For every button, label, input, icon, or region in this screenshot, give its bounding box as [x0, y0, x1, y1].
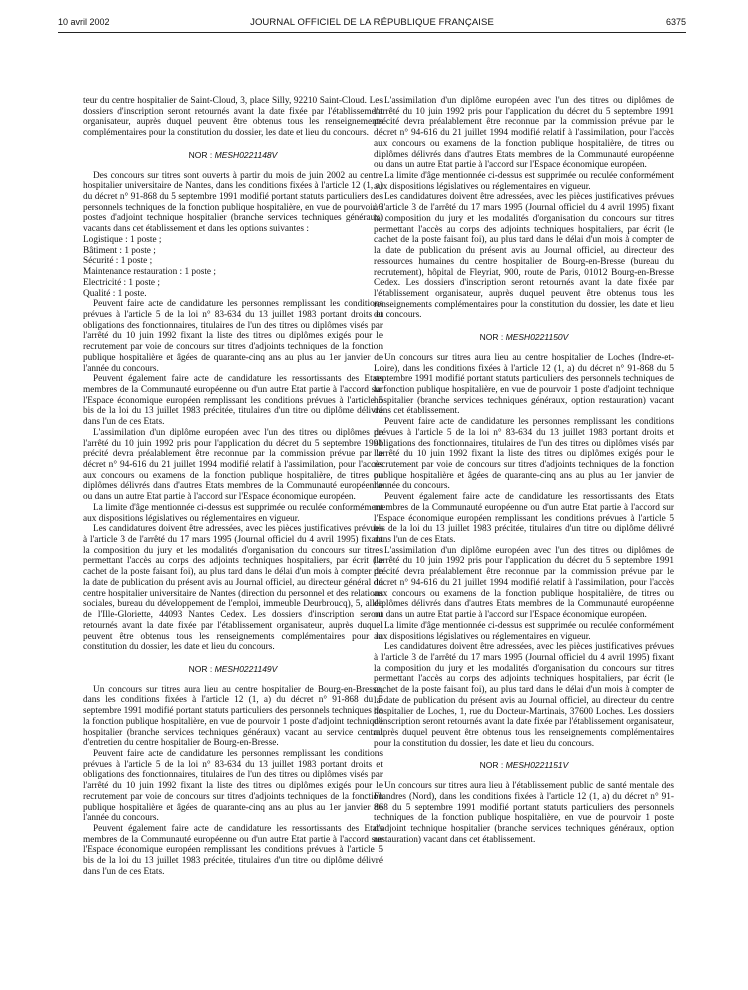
- body-paragraph: L'assimilation d'un diplôme européen avec l'un des titres ou diplômes de l'arrêté du 10 juin 1992 pris pour l'application du décret du 5 septembre 1991 précité devra préalablement être reconnue par la commission prévue par le décret n° 94-616 du 21 juillet 1994 modifié relatif à l'assimilation, pour l'accès aux concours ou examens de la fonction publique hospitalière, de titres ou diplômes délivrés dans d'autres Etats membres de la Communauté européenne ou dans un autre Etat partie à l'accord sur l'Espace économique européen.: [374, 545, 674, 621]
- nor-reference: [83, 150, 383, 161]
- body-paragraph: Les candidatures doivent être adressées, avec les pièces justificatives prévues à l'article 3 de l'arrêté du 17 mars 1995 (Journal officiel du 4 avril 1995) fixant la composition du jury et les modalités d'organisation du concours sur titres permettant l'accès au corps des adjoints techniques hospitaliers, par écrit (le cachet de la poste faisant foi), au plus tard dans le délai d'un mois à compter de la date de publication du présent avis au Journal officiel, au directeur des ressources humaines du centre hospitalier de Bourg-en-Bresse (bureau du recrutement), hôpital de Fleyriat, 900, route de Paris, 01012 Bourg-en-Bresse Cedex. Les dossiers d'inscription seront retournés avant la date fixée par l'établissement organisateur, auprès duquel peuvent être obtenus tous les renseignements complémentaires pour la constitution du dossier, les date et lieu du concours.: [374, 192, 674, 321]
- body-paragraph: Les candidatures doivent être adressées, avec les pièces justificatives prévues à l'article 3 de l'arrêté du 17 mars 1995 (Journal officiel du 4 avril 1995) fixant la composition du jury et les modalités d'organisation du concours sur titres permettant l'accès au corps des adjoints techniques hospitaliers, par écrit (le cachet de la poste faisant foi), au plus tard dans le délai d'un mois à compter de la date de publication du présent avis au Journal officiel, au directeur du centre hospitalier de Loches, 1, rue du Docteur-Martinais, 37600 Loches. Les dossiers d'inscription seront retournés avant la date fixée par l'établissement organisateur, auprès duquel peuvent être obtenus tous les renseignements complémentaires pour la constitution du dossier, les date et lieu du concours.: [374, 642, 674, 749]
- header-rule: [58, 32, 686, 33]
- option-list-item: Sécurité : 1 poste ;: [83, 256, 153, 267]
- body-paragraph: Peuvent faire acte de candidature les personnes remplissant les conditions prévues à l'article 5 de la loi n° 83-634 du 13 juillet 1983 portant droits et obligations des fonctionnaires, titulaires de l'un des titres ou diplômes visés par l'arrêté du 10 juin 1992 fixant la liste des titres ou diplômes exigés pour le recrutement par voie de concours sur titres d'adjoints techniques de la fonction publique hospitalière et âgées de quarante-cinq ans au plus au 1er janvier de l'année du concours.: [83, 299, 383, 374]
- issue-date: 10 avril 2002: [58, 17, 110, 27]
- body-paragraph: Peuvent également faire acte de candidature les ressortissants des Etats membres de la Communauté européenne ou d'un autre Etat partie à l'accord sur l'Espace économique européen remplissant les conditions prévues à l'article 5 bis de la loi du 13 juillet 1983 précitée, titulaires d'un titre ou diplôme délivré dans l'un de ces Etats.: [83, 824, 383, 877]
- nor-prefix: NOR :: [188, 149, 215, 160]
- body-paragraph: La limite d'âge mentionnée ci-dessus est supprimée ou reculée conformément aux dispositions législatives ou réglementaires en vigueur.: [374, 171, 674, 192]
- body-paragraph: L'assimilation d'un diplôme européen avec l'un des titres ou diplômes de l'arrêté du 10 juin 1992 pris pour l'application du décret du 5 septembre 1991 précité devra préalablement être reconnue par la commission prévue par le décret n° 94-616 du 21 juillet 1994 modifié relatif à l'assimilation, pour l'accès aux concours ou examens de la fonction publique hospitalière, de titres ou diplômes délivrés dans d'autres Etats membres de la Communauté européenne ou dans un autre Etat partie à l'accord sur l'Espace économique européen.: [83, 427, 383, 503]
- nor-prefix: NOR :: [188, 663, 215, 674]
- body-paragraph: Peuvent faire acte de candidature les personnes remplissant les conditions prévues à l'article 5 de la loi n° 83-634 du 13 juillet 1983 portant droits et obligations des fonctionnaires, titulaires de l'un des titres ou diplômes visés par l'arrêté du 10 juin 1992 fixant la liste des titres ou diplômes exigés pour le recrutement par voie de concours sur titres d'adjoints techniques de la fonction publique hospitalière et âgées de quarante-cinq ans au plus au 1er janvier de l'année du concours.: [374, 417, 674, 492]
- page-header: [58, 17, 686, 31]
- page-number: 6375: [665, 17, 686, 27]
- body-paragraph: Peuvent également faire acte de candidature les ressortissants des Etats membres de la Communauté européenne ou d'un autre Etat partie à l'accord sur l'Espace économique européen remplissant les conditions prévues à l'article 5 bis de la loi du 13 juillet 1983 précitée, titulaires d'un titre ou diplôme délivré dans l'un de ces Etats.: [374, 492, 674, 546]
- body-paragraph: Peuvent faire acte de candidature les personnes remplissant les conditions prévues à l'article 5 de la loi n° 83-634 du 13 juillet 1983 portant droits et obligations des fonctionnaires, titulaires de l'un des titres ou diplômes visés par l'arrêté du 10 juin 1992 fixant la liste des titres ou diplômes exigés pour le recrutement par voie de concours sur titres d'adjoints techniques de la fonction publique hospitalière et âgées de quarante-cinq ans au plus au 1er janvier de l'année du concours.: [83, 748, 383, 824]
- nor-code: MESH0221151V: [505, 760, 569, 771]
- option-list-item: Logistique : 1 poste ;: [83, 234, 162, 245]
- nor-reference: [374, 332, 674, 343]
- option-list-item: Qualité : 1 poste.: [83, 288, 147, 299]
- option-list-item: Maintenance restauration : 1 poste ;: [83, 267, 216, 278]
- nor-code: MESH0221148V: [214, 149, 278, 160]
- nor-code: MESH0221150V: [505, 332, 569, 343]
- option-list-item: Bâtiment : 1 poste ;: [83, 245, 156, 256]
- nor-prefix: NOR :: [479, 760, 506, 771]
- body-paragraph: Un concours sur titres aura lieu au centre hospitalier de Loches (Indre-et-Loire), dans les conditions fixées à l'article 12 (1, a) du décret n° 91-868 du 5 septembre 1991 modifié portant statuts particuliers des personnels techniques de la fonction publique hospitalière, en vue de pourvoir 1 poste d'adjoint technique hospitalier (branche services techniques généraux, option restauration) vacant dans cet établissement.: [374, 352, 674, 417]
- body-paragraph: Des concours sur titres sont ouverts à partir du mois de juin 2002 au centre hospitalier universitaire de Nantes, dans les conditions fixées à l'article 12 (1, a) du décret n° 91-868 du 5 septembre 1991 modifié portant statuts particuliers des personnels techniques de la fonction publique hospitalière, en vue de pourvoir 6 postes d'adjoint technique hospitalier (branche services techniques généraux) vacants dans cet établissement et dans les options suivantes :: [83, 170, 383, 235]
- body-paragraph: L'assimilation d'un diplôme européen avec l'un des titres ou diplômes de l'arrêté du 10 juin 1992 pris pour l'application du décret du 5 septembre 1991 précité devra préalablement être reconnue par la commission prévue par le décret n° 94-616 du 21 juillet 1994 modifié relatif à l'assimilation, pour l'accès aux concours ou examens de la fonction publique hospitalière, de titres ou diplômes délivrés dans d'autres Etats membres de la Communauté européenne ou dans un autre Etat partie à l'accord sur l'Espace économique européen.: [374, 96, 674, 171]
- nor-reference: [374, 760, 674, 771]
- body-paragraph: teur du centre hospitalier de Saint-Cloud, 3, place Silly, 92210 Saint-Cloud. Les dossiers d'inscription seront retournés avant la date fixée par l'établissement organisateur, auprès duquel peuvent être obtenus tous les renseignements complémentaires pour la constitution du dossier, les date et lieu du concours.: [83, 96, 383, 139]
- body-paragraph: La limite d'âge mentionnée ci-dessus est supprimée ou reculée conformément aux dispositions législatives ou réglementaires en vigueur.: [374, 620, 674, 642]
- nor-code: MESH0221149V: [214, 663, 278, 674]
- body-paragraph: Un concours sur titres aura lieu à l'établissement public de santé mentale des Flandres (Nord), dans les conditions fixées à l'article 12 (1, a) du décret n° 91-868 du 5 septembre 1991 modifié portant statuts particuliers des personnels techniques de la fonction publique hospitalière, en vue de pourvoir 1 poste d'adjoint technique hospitalier (branche services techniques généraux, option restauration) vacant dans cet établissement.: [374, 781, 674, 845]
- right-column: [374, 96, 674, 845]
- nor-prefix: NOR :: [479, 332, 506, 343]
- body-paragraph: Les candidatures doivent être adressées, avec les pièces justificatives prévues à l'article 3 de l'arrêté du 17 mars 1995 (Journal officiel du 4 avril 1995) fixant la composition du jury et les modalités d'organisation du concours sur titres permettant l'accès au corps des adjoints techniques hospitaliers, par écrit (le cachet de la poste faisant foi), au plus tard dans le délai d'un mois à compter de la date de publication du présent avis au Journal officiel, au directeur général du centre hospitalier universitaire de Nantes (direction du personnel et des relations sociales, bureau du développement de l'emploi, immeuble Deurbroucq), 5, allée de l'Ille-Gloriette, 44093 Nantes Cedex. Les dossiers d'inscription seront retournés avant la date fixée par l'établissement organisateur, auprès duquel peuvent être obtenus tous les renseignements complémentaires pour la constitution du dossier, les date et lieu du concours.: [83, 524, 383, 653]
- body-paragraph: La limite d'âge mentionnée ci-dessus est supprimée ou reculée conformément aux dispositions législatives ou réglementaires en vigueur.: [83, 502, 383, 524]
- body-paragraph: Peuvent également faire acte de candidature les ressortissants des Etats membres de la Communauté européenne ou d'un autre Etat partie à l'accord sur l'Espace économique européen remplissant les conditions prévues à l'article 5 bis de la loi du 13 juillet 1983 précitée, titulaires d'un titre ou diplôme délivré dans l'un de ces Etats.: [83, 374, 383, 428]
- option-list-item: Electricité : 1 poste ;: [83, 277, 160, 288]
- left-column: [83, 96, 383, 878]
- journal-title: JOURNAL OFFICIEL DE LA RÉPUBLIQUE FRANÇAISE: [250, 17, 494, 28]
- nor-reference: [83, 664, 383, 675]
- body-paragraph: Un concours sur titres aura lieu au centre hospitalier de Bourg-en-Bresse, dans les conditions fixées à l'article 12 (1, a) du décret n° 91-868 du 5 septembre 1991 modifié portant statuts particuliers des personnels techniques de la fonction publique hospitalière, en vue de pourvoir 1 poste d'adjoint technique hospitalier (branche services techniques généraux) vacant au service central d'entretien du centre hospitalier de Bourg-en-Bresse.: [83, 684, 383, 749]
